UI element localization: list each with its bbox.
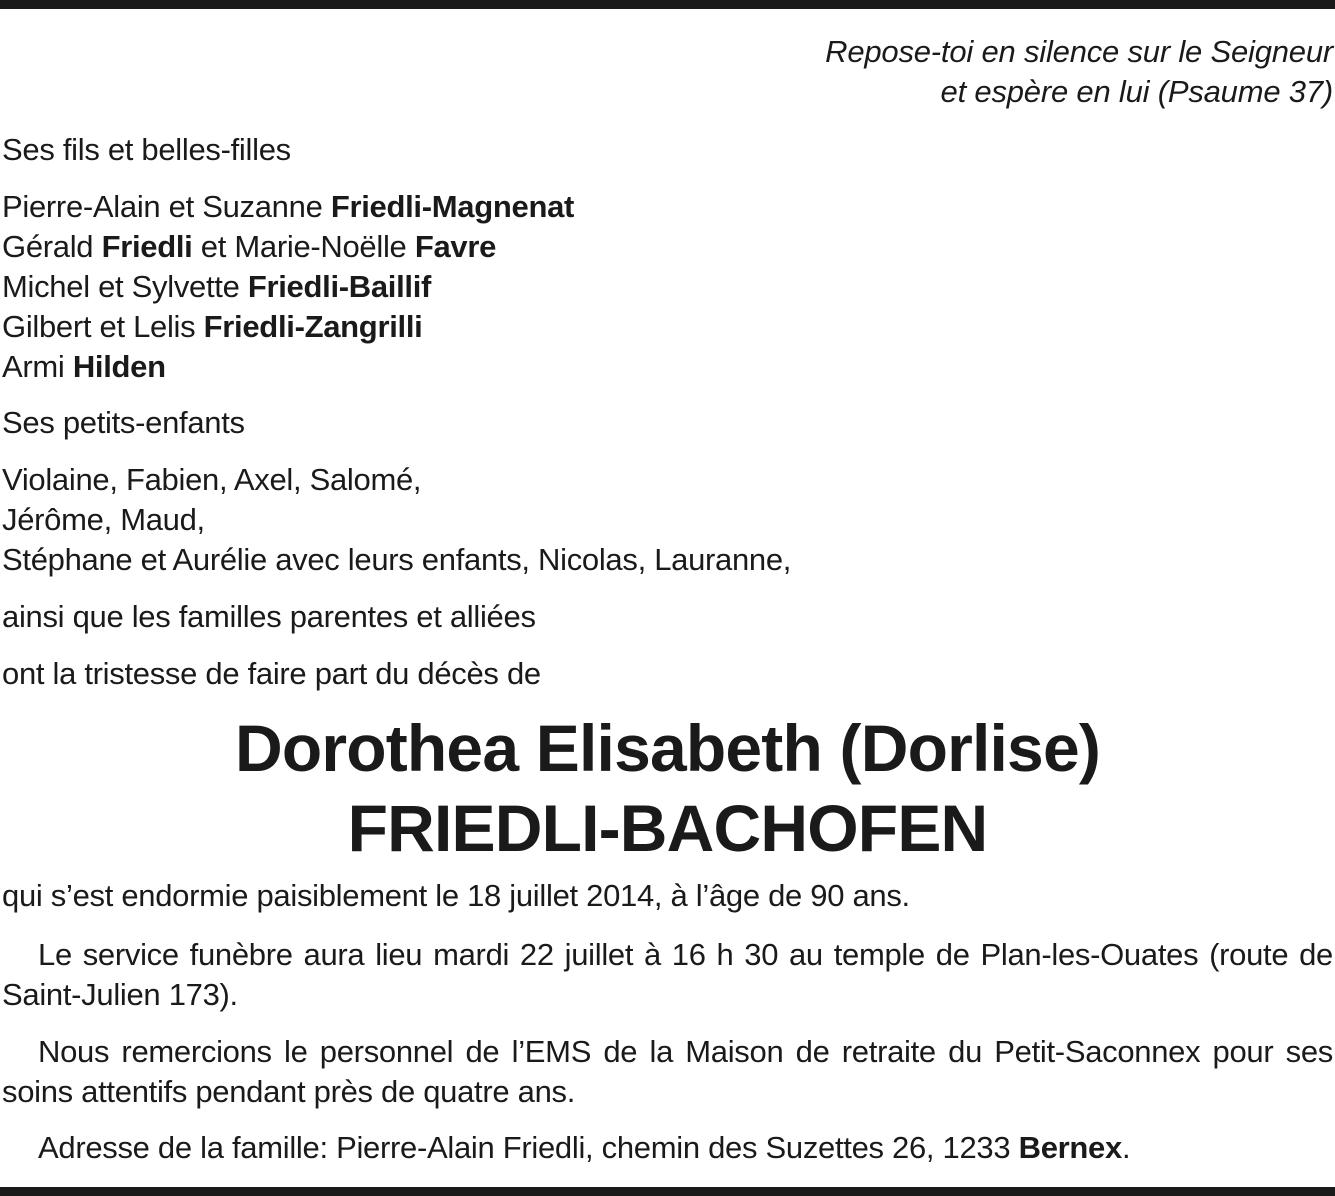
families-line: ainsi que les familles parentes et alliées bbox=[2, 599, 536, 634]
passing-line: qui s’est endormie paisiblement le 18 juillet 2014, à l’âge de 90 ans. bbox=[2, 878, 910, 913]
deceased-surname: FRIEDLI-BACHOFEN bbox=[347, 791, 988, 865]
son-line bbox=[2, 307, 574, 347]
quote-line-2: et espère en lui (Psaume 37) bbox=[940, 74, 1333, 109]
address-end: . bbox=[1121, 1130, 1131, 1165]
announcement-line: ont la tristesse de faire part du décès de bbox=[2, 656, 541, 691]
service-paragraph: Le service funèbre aura lieu mardi 22 juillet à 16 h 30 au temple de Plan-les-Ouates (route de Saint-Julien 173). bbox=[2, 937, 1333, 1012]
grandchildren-line: Violaine, Fabien, Axel, Salomé, bbox=[2, 462, 422, 497]
son-surname: Friedli-Zangrilli bbox=[203, 309, 423, 344]
son-given: Michel et Sylvette bbox=[2, 269, 248, 304]
son-line bbox=[2, 227, 574, 267]
son-partner-surname: Favre bbox=[414, 229, 497, 264]
son-given: Pierre-Alain et Suzanne bbox=[2, 189, 331, 224]
top-rule bbox=[0, 0, 1335, 9]
grandchildren-list bbox=[2, 460, 791, 580]
psalm-quote bbox=[825, 32, 1333, 112]
deceased-name: Dorothea Elisabeth (Dorlise) bbox=[234, 711, 1101, 785]
address-text: Adresse de la famille: Pierre-Alain Friedli, chemin des Suzettes 26, 1233 bbox=[38, 1130, 1019, 1165]
son-line bbox=[2, 347, 574, 387]
son-given: Gérald bbox=[2, 229, 102, 264]
son-surname: Friedli-Baillif bbox=[247, 269, 432, 304]
grandchildren-line: Stéphane et Aurélie avec leurs enfants, Nicolas, Lauranne, bbox=[2, 542, 792, 577]
son-given: Armi bbox=[2, 349, 73, 384]
son-given: Gilbert et Lelis bbox=[2, 309, 204, 344]
son-line bbox=[2, 267, 574, 307]
son-surname: Hilden bbox=[72, 349, 166, 384]
thanks-paragraph: Nous remercions le personnel de l’EMS de la Maison de retraite du Petit-Saconnex pour ses soins attentifs pendant près de quatre ans. bbox=[2, 1034, 1333, 1109]
son-surname: Friedli bbox=[101, 229, 193, 264]
grandchildren-heading: Ses petits-enfants bbox=[2, 405, 245, 440]
family-address bbox=[2, 1128, 1130, 1168]
address-city: Bernex bbox=[1018, 1130, 1122, 1165]
quote-line-1: Repose-toi en silence sur le Seigneur bbox=[825, 34, 1333, 69]
son-partner: et Marie-Noëlle bbox=[192, 229, 415, 264]
sons-list bbox=[2, 187, 574, 387]
bottom-rule bbox=[0, 1187, 1335, 1196]
grandchildren-line: Jérôme, Maud, bbox=[2, 502, 205, 537]
sons-heading: Ses fils et belles-filles bbox=[2, 132, 291, 167]
son-surname: Friedli-Magnenat bbox=[330, 189, 575, 224]
son-line bbox=[2, 187, 574, 227]
